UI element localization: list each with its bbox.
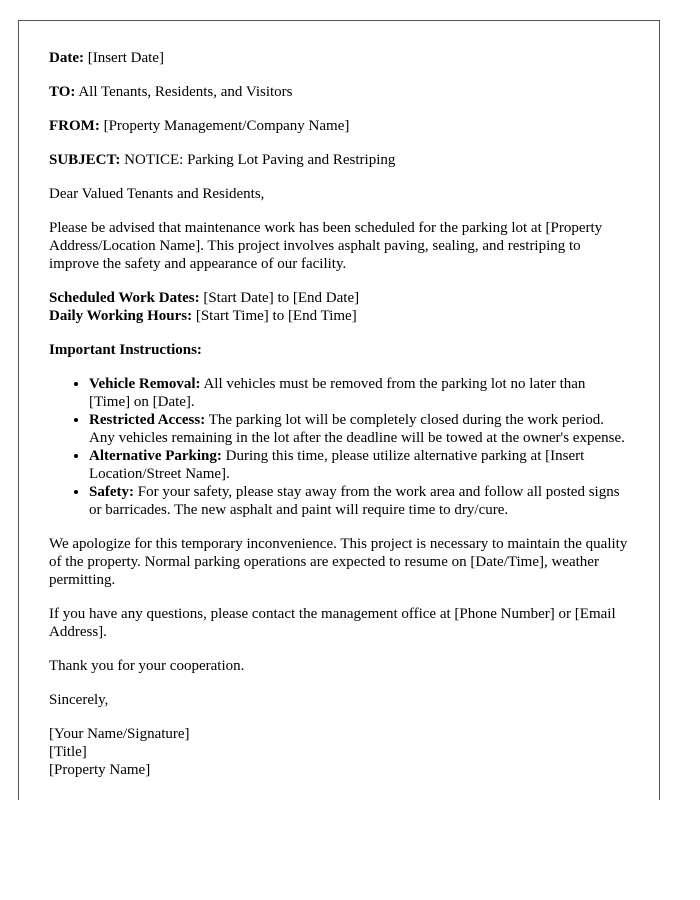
- subject-label: SUBJECT:: [49, 152, 121, 168]
- instruction-text: All vehicles must be removed from the parking lot no later than [Time] on [Date].: [89, 376, 586, 410]
- instruction-label: Safety:: [89, 484, 134, 500]
- contact-paragraph: If you have any questions, please contact the management office at [Phone Number] or [Email Address].: [49, 606, 616, 640]
- date-line: [49, 49, 629, 67]
- instruction-text: The parking lot will be completely closed during the work period. Any vehicles remaining in the lot after the deadline will be towed at the owner's expense.: [89, 412, 625, 446]
- instruction-item: [89, 411, 629, 447]
- schedule-block: [49, 289, 629, 325]
- thanks-line: Thank you for your cooperation.: [49, 658, 245, 674]
- signature-block: [49, 725, 629, 779]
- notice-letter: [18, 20, 660, 800]
- work-dates-label: Scheduled Work Dates:: [49, 290, 200, 306]
- signature-property: [Property Name]: [49, 762, 151, 778]
- instruction-label: Vehicle Removal:: [89, 376, 201, 392]
- working-hours-label: Daily Working Hours:: [49, 308, 193, 324]
- working-hours-value: [Start Time] to [End Time]: [195, 308, 357, 324]
- to-label: TO:: [49, 84, 76, 100]
- instructions-list: [49, 375, 629, 519]
- from-value: [Property Management/Company Name]: [103, 118, 350, 134]
- work-dates-value: [Start Date] to [End Date]: [203, 290, 360, 306]
- apology-paragraph: We apologize for this temporary inconvenience. This project is necessary to maintain the quality of the property. Normal parking operations are expected to resume on [Date/Time], weather permitting.: [49, 536, 628, 588]
- closing-line: Sincerely,: [49, 692, 109, 708]
- instruction-text: For your safety, please stay away from the work area and follow all posted signs or barricades. The new asphalt and paint will require time to dry/cure.: [89, 484, 620, 518]
- subject-value: NOTICE: Parking Lot Paving and Restriping: [124, 152, 396, 168]
- working-hours-line: [49, 307, 629, 325]
- instruction-text: During this time, please utilize alternative parking at [Insert Location/Street Name].: [89, 448, 585, 482]
- greeting: Dear Valued Tenants and Residents,: [49, 186, 265, 202]
- to-line: [49, 83, 629, 101]
- from-line: [49, 117, 629, 135]
- subject-line: [49, 151, 629, 169]
- to-value: All Tenants, Residents, and Visitors: [78, 84, 293, 100]
- instruction-item: [89, 483, 629, 519]
- intro-paragraph: Please be advised that maintenance work has been scheduled for the parking lot at [Property Address/Location Name]. This project involves asphalt paving, sealing, and restriping to improve the safety and appearance of our facility.: [49, 220, 603, 272]
- work-dates-line: [49, 289, 629, 307]
- from-label: FROM:: [49, 118, 100, 134]
- signature-name: [Your Name/Signature]: [49, 726, 190, 742]
- date-label: Date:: [49, 50, 84, 66]
- instruction-item: [89, 447, 629, 483]
- date-value: [Insert Date]: [87, 50, 164, 66]
- instruction-label: Alternative Parking:: [89, 448, 222, 464]
- signature-title: [Title]: [49, 744, 87, 760]
- instructions-heading: Important Instructions:: [49, 342, 202, 358]
- instruction-label: Restricted Access:: [89, 412, 206, 428]
- instruction-item: [89, 375, 629, 411]
